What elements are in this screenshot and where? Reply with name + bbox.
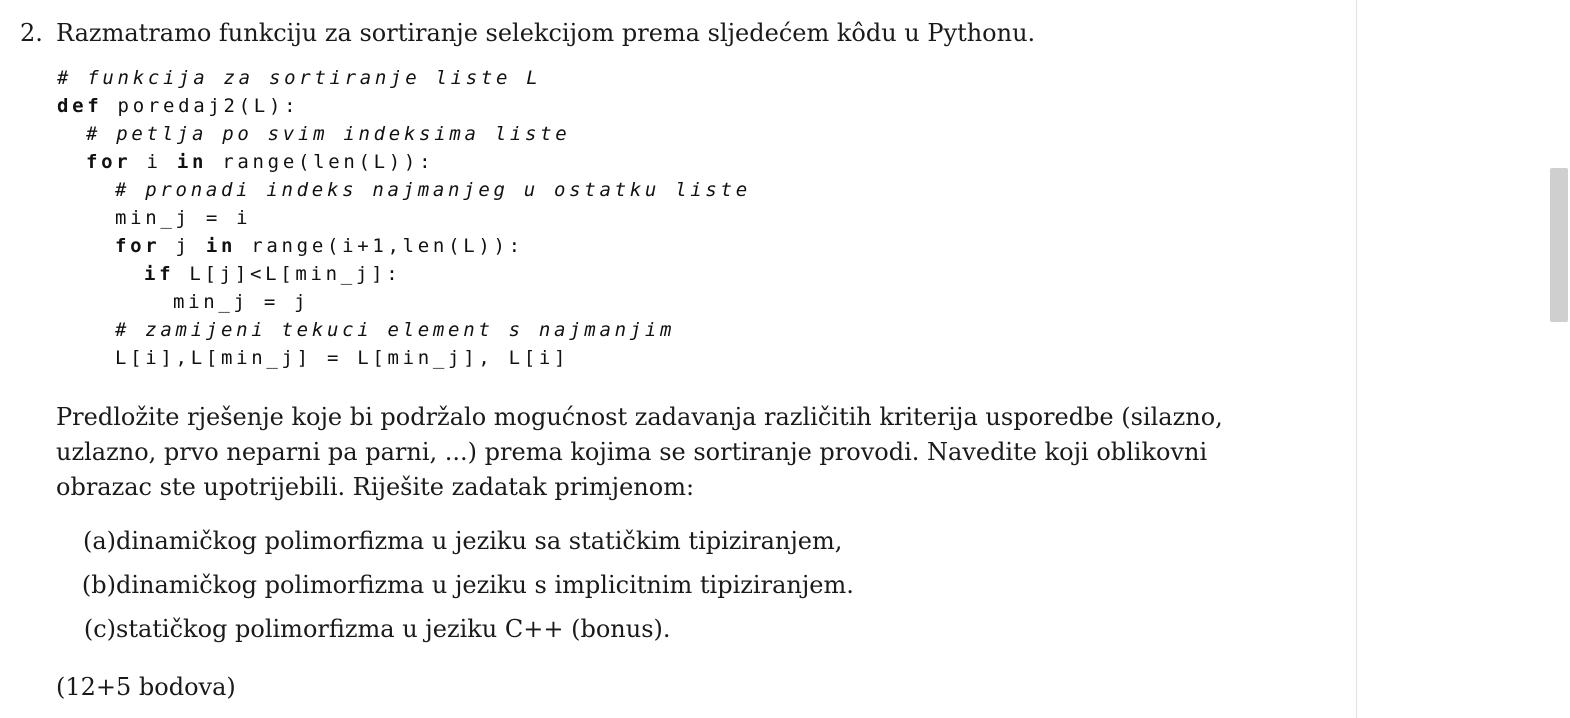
code-line [57,176,751,204]
option-label: (b) [81,571,116,599]
code-line [57,64,751,92]
code-line [57,344,751,372]
option-text: statičkog polimorfizma u jeziku C++ (bonus). [116,615,671,643]
option-text: dinamičkog polimorfizma u jeziku sa statičkim tipiziranjem, [116,527,843,555]
code-line [57,316,751,344]
paragraph-line: Predložite rješenje koje bi podržalo mogućnost zadavanja različitih kriterija usporedbe (silazno, [56,403,1223,431]
task-paragraph [56,400,1256,505]
code-listing [57,64,751,372]
option-label: (a) [82,527,116,555]
option-list [56,526,854,658]
code-keyword: def [57,95,103,117]
scrollbar-track[interactable] [1550,0,1570,718]
code-line [57,120,751,148]
code-text: poredaj2(L): [102,95,300,117]
code-keyword: if [144,263,175,285]
option-text: dinamičkog polimorfizma u jeziku s implicitnim tipiziranjem. [116,571,854,599]
code-comment: # funkcija za sortiranje liste L [57,67,542,89]
code-line [57,92,751,120]
code-text: L[j]<L[min_j]: [174,263,402,285]
paragraph-line: obrazac ste upotrijebili. Riješite zadatak primjenom: [56,473,695,501]
side-panel [1356,0,1570,718]
points-note: (12+5 bodova) [56,673,236,701]
code-keyword: in [205,235,237,257]
code-line [57,288,751,316]
code-text: min_j = i [115,207,252,229]
question-intro: Razmatramo funkciju za sortiranje selekcijom prema sljedećem kôdu u Pythonu. [56,19,1036,47]
code-line [57,260,751,288]
code-comment: # pronadi indeks najmanjeg u ostatku liste [115,179,751,201]
question-number: 2. [20,19,43,47]
code-line [57,204,751,232]
code-line [57,148,751,176]
code-comment: # petlja po svim indeksima liste [86,123,571,145]
code-comment: # zamijeni tekuci element s najmanjim [115,319,676,341]
code-line [57,232,751,260]
code-keyword: in [176,151,208,173]
option-label: (c) [83,615,116,643]
code-keyword: for [115,235,161,257]
code-text: range(len(L)): [207,151,435,173]
option-item-a [56,526,854,570]
option-item-c [56,614,854,658]
code-text: i [131,151,177,173]
option-item-b [56,570,854,614]
code-text: L[i],L[min_j] = L[min_j], L[i] [115,347,570,369]
paragraph-line: uzlazno, prvo neparni pa parni, ...) prema kojima se sortiranje provodi. Navedite koji oblikovni [56,438,1208,466]
code-keyword: for [86,151,132,173]
code-text: min_j = j [173,291,310,313]
scrollbar-thumb[interactable] [1550,168,1568,322]
code-text: j [160,235,206,257]
code-text: range(i+1,len(L)): [236,235,524,257]
